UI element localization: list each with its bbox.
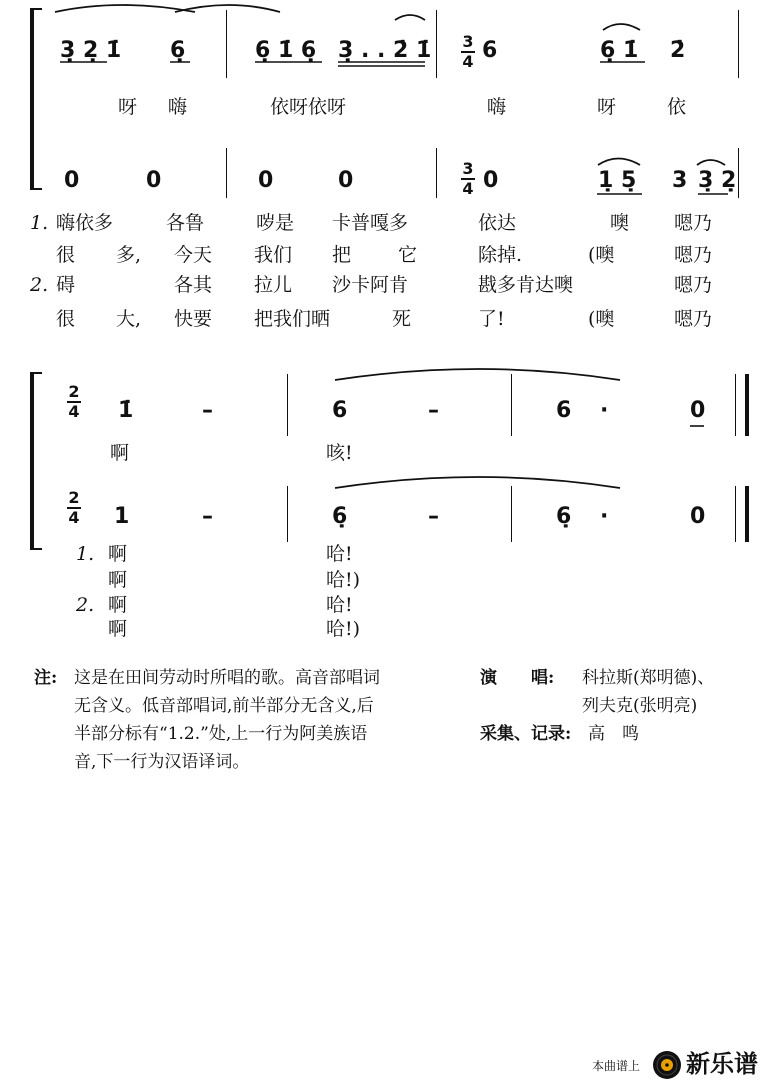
barline	[511, 374, 512, 436]
rest: 0	[146, 168, 162, 193]
barline	[436, 10, 437, 78]
dash: –	[202, 398, 213, 423]
time-signature: 2 4	[68, 488, 80, 527]
lower-lyric: 哈!)	[326, 618, 361, 640]
lower-lyric: 哈!	[326, 594, 353, 616]
rest: 0	[690, 504, 706, 529]
upper-lyric: 呀	[597, 96, 617, 118]
rest: 0	[258, 168, 274, 193]
lower-lyric: 啊	[108, 569, 128, 591]
note: 6	[556, 398, 572, 423]
barline	[436, 148, 437, 198]
note: 3	[672, 168, 688, 193]
dot: ·	[600, 504, 609, 529]
collector-name: 高 鸣	[588, 724, 639, 744]
vinyl-record-icon	[652, 1050, 682, 1080]
dot: ·	[600, 398, 609, 423]
note: 1̇	[118, 398, 134, 423]
upper-lyric: 呀	[118, 96, 138, 118]
upper-lyric: 嗨	[168, 96, 188, 118]
verse-label: 1.	[76, 543, 95, 565]
verse-label: 2.	[76, 594, 95, 616]
upper-lyric: 依	[667, 96, 687, 118]
note: 2̇	[670, 38, 686, 63]
upper-lyric: 依呀依呀	[270, 96, 347, 118]
note: 6	[332, 398, 348, 423]
barline	[226, 148, 227, 198]
watermark-brand: 新乐谱	[686, 1050, 758, 1078]
barline	[735, 374, 736, 436]
barline	[226, 10, 227, 78]
performer-label: 演 唱:	[480, 668, 555, 688]
barline	[287, 374, 288, 436]
note-group: 6̣ 1̇ 6̣	[255, 38, 317, 63]
note-group: 3̣ 2̣	[698, 168, 737, 193]
note-group: 3̣ . . 2̇ 1̇	[338, 38, 432, 63]
barline	[287, 486, 288, 542]
note-group: 1̣ 5̣	[598, 168, 637, 193]
rest: 0	[338, 168, 354, 193]
notes-line: 半部分标有“1.2.”处,上一行为阿美族语	[74, 724, 368, 744]
performer-line-2: 列夫克(张明亮)	[582, 696, 698, 716]
rest: 0	[690, 398, 706, 423]
notes-line: 无含义。低音部唱词,前半部分无含义,后	[74, 696, 374, 716]
rest: 0	[64, 168, 80, 193]
barline	[738, 10, 739, 78]
notes-line: 这是在田间劳动时所唱的歌。高音部唱词	[74, 668, 380, 688]
note-group: 6̣ 1̇	[600, 38, 639, 63]
lower-lyric: 啊	[108, 618, 128, 640]
note-group: 3̣ 2̣ 1̇	[60, 38, 122, 63]
tie-marks	[0, 360, 783, 520]
note: 6̣	[556, 504, 572, 529]
time-signature: 3 4	[462, 32, 474, 71]
barline	[738, 148, 739, 198]
upper-lyric: 嗨	[487, 96, 507, 118]
collector-label: 采集、记录:	[480, 724, 572, 744]
dash: –	[202, 504, 213, 529]
barline	[735, 486, 736, 542]
lower-lyric: 哈!)	[326, 569, 361, 591]
performer-line-1: 科拉斯(郑明德)、	[582, 668, 715, 688]
note: 6̣	[332, 504, 348, 529]
upper-lyric: 咳!	[326, 442, 353, 464]
verse-label: 2.	[30, 274, 49, 296]
upper-lyric: 啊	[110, 442, 130, 464]
final-barline	[745, 486, 749, 542]
watermark-prefix: 本曲谱上	[592, 1059, 641, 1073]
notes-line: 音,下一行为汉语译词。	[74, 752, 250, 772]
verse-label: 1.	[30, 212, 49, 234]
barline	[511, 486, 512, 542]
watermark[interactable]	[578, 1048, 778, 1084]
lower-lyric: 哈!	[326, 543, 353, 565]
dash: –	[428, 504, 439, 529]
lower-lyric: 啊	[108, 594, 128, 616]
note: 1	[114, 504, 130, 529]
final-barline	[745, 374, 749, 436]
lower-lyric: 啊	[108, 543, 128, 565]
time-signature: 3 4	[462, 159, 474, 198]
note: 6̣	[170, 38, 186, 63]
rest: 0	[483, 168, 499, 193]
dash: –	[428, 398, 439, 423]
time-signature: 2 4	[68, 382, 80, 421]
notes-label: 注:	[34, 668, 58, 688]
note: 6	[482, 38, 498, 63]
